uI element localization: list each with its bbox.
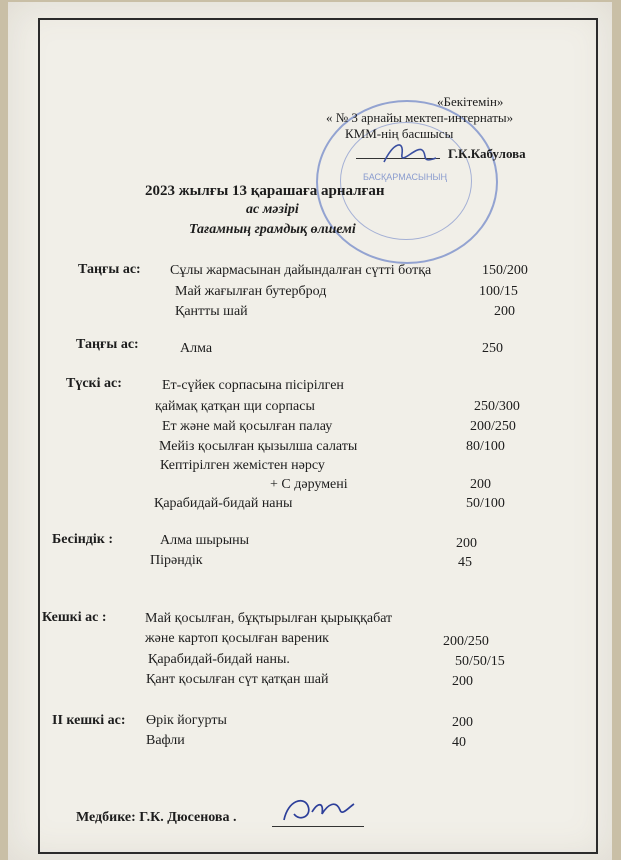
menu-item: Сұлы жармасынан дайындалған сүтті ботқа <box>170 263 432 278</box>
meal-label-snack: Таңғы ас: <box>76 337 139 352</box>
nurse-label: Медбике: Г.К. Дюсенова . <box>76 810 237 825</box>
menu-item-grams: 200 <box>452 674 473 689</box>
menu-item: Кептірілген жемістен нәрсу <box>160 458 325 473</box>
menu-item-grams: 80/100 <box>466 439 505 454</box>
menu-item-grams: 200 <box>452 715 473 730</box>
title-line-1: 2023 жылғы 13 қарашаға арналған <box>145 183 385 199</box>
approval-line-2: « № 3 арнайы мектеп-интернаты» <box>326 110 514 125</box>
director-signature <box>380 136 440 170</box>
meal-label-second-dinner: ІІ кешкі ас: <box>52 713 126 728</box>
menu-item: қаймақ қатқан щи сорпасы <box>155 399 315 414</box>
menu-item: Өрік йогурты <box>146 713 227 728</box>
menu-item-grams: 45 <box>458 555 472 570</box>
menu-item: Қарабидай-бидай наны <box>154 496 293 511</box>
nurse-signature <box>278 792 358 828</box>
menu-item: + С дәрумені <box>270 477 348 492</box>
title-line-2: ас мәзірі <box>246 202 299 217</box>
approval-line-4: Г.К.Кабулова <box>448 146 526 161</box>
menu-item-grams: 100/15 <box>479 284 518 299</box>
meal-label-breakfast: Таңғы ас: <box>78 262 141 277</box>
approval-line-1: «Бекітемін» <box>437 94 504 109</box>
menu-item-grams: 200/250 <box>443 634 489 649</box>
approval-line-3: КММ-нің басшысы <box>345 126 454 141</box>
menu-item: Ет-сүйек сорпасына пісірілген <box>162 378 344 393</box>
menu-item-grams: 200 <box>470 477 491 492</box>
meal-label-lunch: Түскі ас: <box>66 376 122 391</box>
menu-item: Мейіз қосылған қызылша салаты <box>159 439 358 454</box>
menu-item: Алма <box>180 341 213 356</box>
menu-item-grams: 200 <box>494 304 515 319</box>
menu-item: Май қосылған, бұқтырылған қырыққабат <box>145 611 393 626</box>
menu-item-grams: 150/200 <box>482 263 528 278</box>
menu-item-grams: 250 <box>482 341 503 356</box>
menu-item-grams: 200 <box>456 536 477 551</box>
menu-item-grams: 40 <box>452 735 466 750</box>
title-line-3: Тағамның грамдық өлшемі <box>189 222 356 237</box>
menu-item: және картоп қосылған вареник <box>145 631 329 646</box>
menu-item: Алма шырыны <box>160 533 250 548</box>
menu-item-grams: 200/250 <box>470 419 516 434</box>
menu-item: Пірәндік <box>150 553 203 568</box>
menu-item: Қарабидай-бидай наны. <box>148 652 290 667</box>
menu-item-grams: 250/300 <box>474 399 520 414</box>
menu-item: Қант қосылған сүт қатқан шай <box>146 672 329 687</box>
menu-item: Май жағылған бутерброд <box>175 284 327 299</box>
stamp-text: БАСҚАРМАСЫНЫҢ <box>363 172 447 182</box>
meal-label-dinner: Кешкі ас : <box>42 610 107 625</box>
meal-label-afternoon: Бесіндік : <box>52 532 114 547</box>
menu-item-grams: 50/100 <box>466 496 505 511</box>
menu-item: Вафли <box>146 733 185 748</box>
menu-item: Ет және май қосылған палау <box>162 419 333 434</box>
menu-item: Қантты шай <box>175 304 248 319</box>
menu-item-grams: 50/50/15 <box>455 654 505 669</box>
